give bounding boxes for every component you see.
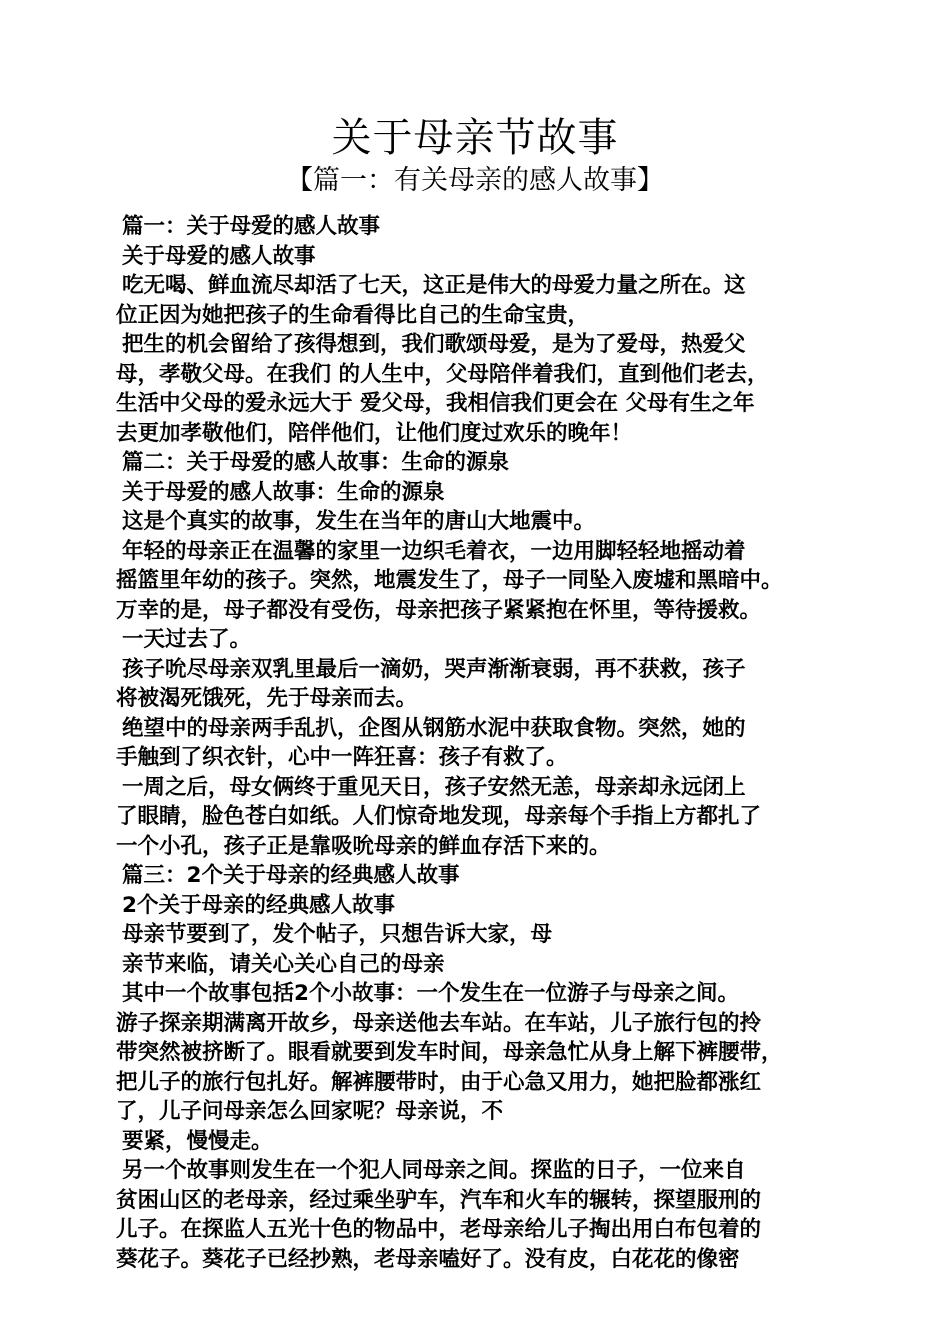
document-title: 关于母亲节故事 xyxy=(331,115,619,161)
text-line: 将被渴死饿死，先于母亲而去。 xyxy=(116,686,418,711)
text-line: 关于母爱的感人故事：生命的源泉 xyxy=(122,479,445,505)
text-line: 一周之后，母女俩终于重见天日，孩子安然无恙，母亲却永远闭上 xyxy=(122,774,746,800)
text-line: 把儿子的旅行包扎好。解裤腰带时，由于心急又用力，她把脸都涨红 xyxy=(116,1069,762,1095)
text-line: 位正因为她把孩子的生命看得比自己的生命宝贵， xyxy=(116,302,590,328)
text-line: 其中一个故事包括2个小故事：一个发生在一位游子与母亲之间。 xyxy=(122,981,739,1006)
text-line: 孩子吮尽母亲双乳里最后一滴奶，哭声渐渐衰弱，再不获救，孩子 xyxy=(122,656,746,682)
text-line: 另一个故事则发生在一个犯人同母亲之间。探监的日子，一位来自 xyxy=(122,1158,746,1183)
text-line: 万幸的是，母子都没有受伤，母亲把孩子紧紧抱在怀里，等待援救。 xyxy=(116,597,762,623)
text-line: 吃无喝、鲜血流尽却活了七天，这正是伟大的母爱力量之所在。这 xyxy=(122,273,746,298)
text-line: 了，儿子问母亲怎么回家呢？母亲说，不 xyxy=(116,1099,504,1124)
text-line: 一天过去了。 xyxy=(122,627,252,652)
text-line: 带突然被挤断了。眼看就要到发车时间，母亲急忙从身上解下裤腰带， xyxy=(116,1040,783,1065)
text-line: 儿子。在探监人五光十色的物品中，老母亲给儿子掏出用白布包着的 xyxy=(116,1217,762,1242)
text-line: 亲节来临，请关心关心自己的母亲 xyxy=(122,951,445,977)
text-line: 要紧，慢慢走。 xyxy=(122,1128,273,1154)
text-line: 母，孝敬父母。在我们 的人生中，父母陪伴着我们，直到他们老去， xyxy=(116,361,769,387)
document-body xyxy=(116,212,856,1274)
text-line: 这是个真实的故事，发生在当年的唐山大地震中。 xyxy=(122,509,596,534)
text-line: 去更加孝敬他们，陪伴他们，让他们度过欢乐的晚年！ xyxy=(116,420,633,446)
text-line: 摇篮里年幼的孩子。突然，地震发生了，母子一同坠入废墟和黑暗中。 xyxy=(116,568,783,593)
text-line: 手触到了织衣针，心中一阵狂喜：孩子有救了。 xyxy=(116,745,568,770)
text-line: 母亲节要到了，发个帖子，只想告诉大家，母 xyxy=(122,922,553,947)
text-line: 关于母爱的感人故事 xyxy=(122,243,316,269)
text-line: 贫困山区的老母亲，经过乘坐驴车，汽车和火车的辗转，探望服刑的 xyxy=(116,1187,762,1213)
text-line: 绝望中的母亲两手乱扒，企图从钢筋水泥中获取食物。突然，她的 xyxy=(122,715,746,741)
text-line: 了眼睛，脸色苍白如纸。人们惊奇地发现，母亲每个手指上方都扎了 xyxy=(116,804,762,829)
text-line: 生活中父母的爱永远大于 爱父母，我相信我们更会在 父母有生之年 xyxy=(116,391,755,416)
text-line: 游子探亲期满离开故乡，母亲送他去车站。在车站，儿子旅行包的拎 xyxy=(116,1010,762,1036)
text-line: 篇三：2个关于母亲的经典感人故事 xyxy=(122,863,460,888)
document-subtitle: 【篇一：有关母亲的感人故事】 xyxy=(286,165,664,196)
text-line: 篇一：关于母爱的感人故事 xyxy=(122,214,381,239)
text-line: 葵花子。葵花子已经抄熟，老母亲嗑好了。没有皮，白花花的像密 xyxy=(116,1246,740,1272)
text-line: 年轻的母亲正在温馨的家里一边织毛着衣，一边用脚轻轻地摇动着 xyxy=(122,538,746,564)
text-line: 把生的机会留给了孩得想到，我们歌颂母爱，是为了爱母，热爱父 xyxy=(122,332,746,357)
text-line: 一个小孔，孩子正是靠吸吮母亲的鲜血存活下来的。 xyxy=(116,833,611,859)
text-line: 篇二：关于母爱的感人故事：生命的源泉 xyxy=(122,450,510,475)
text-line: 2个关于母亲的经典感人故事 xyxy=(122,892,395,918)
